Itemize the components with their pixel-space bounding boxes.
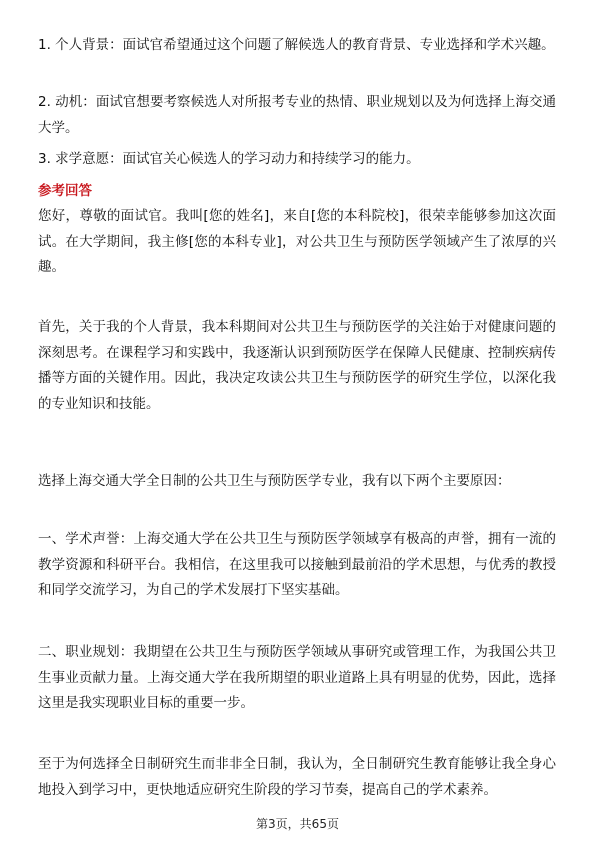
- point-motivation: 2. 动机：面试官想要考察候选人对所报考专业的热情、职业规划以及为何选择上海交通大学。: [38, 94, 556, 136]
- point-study-intention: 3. 求学意愿：面试官关心候选人的学习动力和持续学习的能力。: [38, 151, 420, 167]
- answer-paragraph-fulltime: 至于为何选择全日制研究生而非非全日制，我认为，全日制研究生教育能够让我全身心地投入到学习中，更快地适应研究生阶段的学习节奏，提高自己的学术素养。: [38, 756, 556, 798]
- answer-paragraph-academic: 一、学术声誉：上海交通大学在公共卫生与预防医学领域享有极高的声誉，拥有一流的教学资源和科研平台。我相信，在这里我可以接触到最前沿的学术思想，与优秀的教授和同学交流学习，为自己的学术发展打下坚实基础。: [38, 531, 556, 598]
- reference-answer-heading: 参考回答: [38, 183, 92, 199]
- answer-paragraph-background: 首先，关于我的个人背景，我本科期间对公共卫生与预防医学的关注始于对健康问题的深刻思考。在课程学习和实践中，我逐渐认识到预防医学在保障人民健康、控制疾病传播等方面的关键作用。因此，我决定攻读公共卫生与预防医学的研究生学位，以深化我的专业知识和技能。: [38, 319, 556, 412]
- answer-paragraph-reasons: 选择上海交通大学全日制的公共卫生与预防医学专业，我有以下两个主要原因：: [38, 473, 511, 489]
- answer-paragraph-intro: 您好，尊敬的面试官。我叫[您的姓名]，来自[您的本科院校]，很荣幸能够参加这次面试。在大学期间，我主修[您的本科专业]，对公共卫生与预防医学领域产生了浓厚的兴趣。: [38, 208, 556, 275]
- page-number-footer: 第3页，共65页: [256, 817, 339, 831]
- point-personal-background: 1. 个人背景：面试官希望通过这个问题了解候选人的教育背景、专业选择和学术兴趣。: [38, 37, 555, 53]
- answer-paragraph-career: 二、职业规划：我期望在公共卫生与预防医学领域从事研究或管理工作，为我国公共卫生事业贡献力量。上海交通大学在我所期望的职业道路上具有明显的优势，因此，选择这里是我实现职业目标的重要一步。: [38, 644, 556, 711]
